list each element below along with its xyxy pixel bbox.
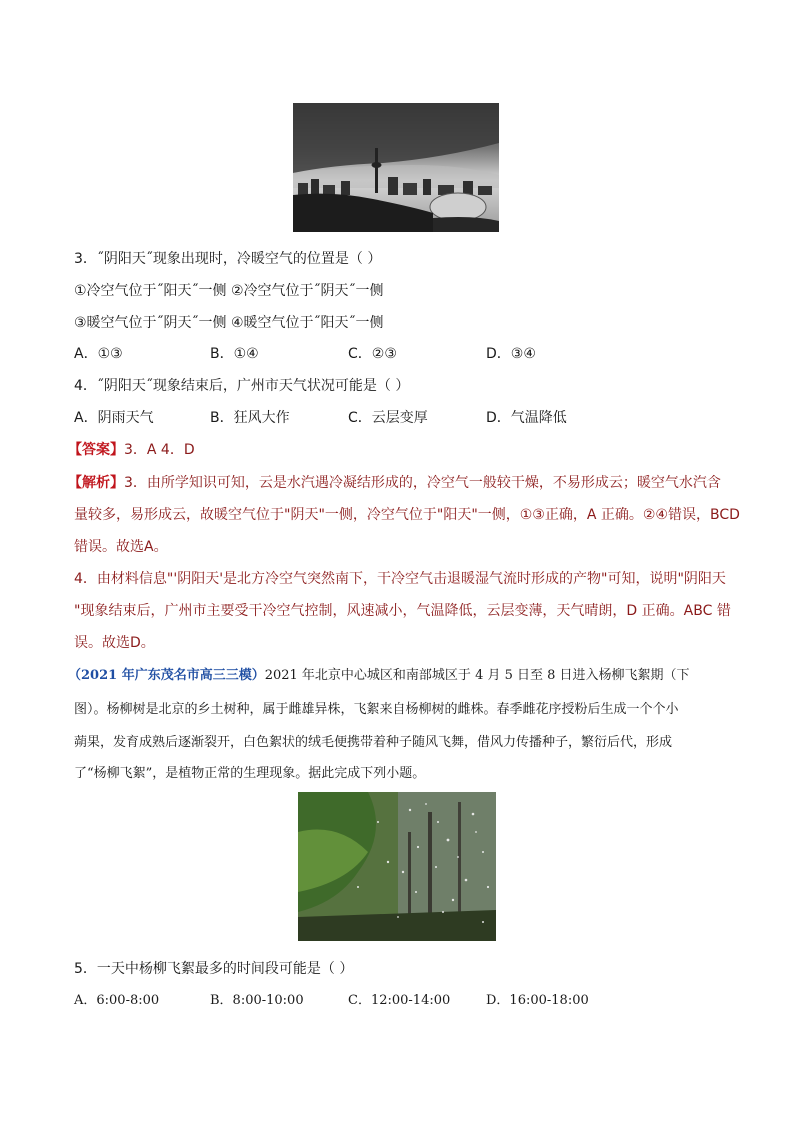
analysis-line-6: 误。故选D。: [74, 635, 155, 651]
material-text-1: 2021 年北京中心城区和南部城区于 4 月 5 日至 8 日进入杨柳飞絮期（下: [264, 668, 690, 683]
analysis-line-1: [68, 473, 721, 493]
question-5-option-d: D．16:00-18:00: [486, 993, 589, 1008]
catkins-illustration: [298, 792, 496, 941]
analysis-line-2: 量较多，易形成云，故暖空气位于"阴天"一侧，冷空气位于"阳天"一侧，①③正确，A 正确。②④错误，BCD: [74, 507, 740, 523]
material-line-1: [68, 666, 690, 686]
analysis-tag: 【解析】: [68, 475, 124, 491]
cloud-city-illustration: [293, 103, 499, 232]
question-3-option-c: C．②③: [348, 346, 397, 362]
material-line-4: 了“杨柳飞絮”，是植物正常的生理现象。据此完成下列小题。: [74, 766, 426, 781]
catkins-photo: [298, 792, 496, 941]
question-3-stem: 3．˝阴阳天˝现象出现时，冷暖空气的位置是（ ）: [74, 251, 382, 267]
material-line-2: 图）。杨柳树是北京的乡土树种，属于雌雄异株，飞絮来自杨柳树的雌株。春季雌花序授粉后生成一个个小: [74, 702, 679, 717]
question-5-option-b: B．8:00-10:00: [210, 993, 304, 1008]
question-4-option-c: C．云层变厚: [348, 410, 428, 426]
question-4-option-d: D．气温降低: [486, 410, 567, 426]
question-3-option-a: A．①③: [74, 346, 123, 362]
question-5-option-c: C．12:00-14:00: [348, 993, 451, 1008]
answer-text: 3．A 4．D: [124, 442, 195, 458]
answer-tag: 【答案】: [68, 442, 124, 458]
analysis-line-3: 错误。故选A。: [74, 539, 168, 555]
question-3-option-d: D．③④: [486, 346, 536, 362]
question-3-option-b: B．①④: [210, 346, 259, 362]
material-source: （2021 年广东茂名市高三三模）: [68, 668, 265, 683]
material-line-3: 蒴果，发育成熟后逐渐裂开，白色絮状的绒毛便携带着种子随风飞舞，借风力传播种子，繁衍后代，形成: [74, 735, 673, 750]
question-4-option-a: A．阴雨天气: [74, 410, 154, 426]
analysis-line-5: "现象结束后，广州市主要受干冷空气控制，风速减小，气温降低，云层变薄，天气晴朗，D 正确。ABC 错: [74, 603, 731, 619]
cloud-city-photo: [293, 103, 499, 232]
question-4-option-b: B．狂风大作: [210, 410, 290, 426]
question-3-statement-line-1: ①冷空气位于˝阳天˝一侧 ②冷空气位于˝阴天˝一侧: [74, 283, 384, 299]
analysis-line-4: 4．由材料信息"'阴阳天'是北方冷空气突然南下，干冷空气击退暖湿气流时形成的产物"可知，说明"阴阳天: [74, 571, 726, 587]
question-4-stem: 4．˝阴阳天˝现象结束后，广州市天气状况可能是（ ）: [74, 378, 410, 394]
answer-line: [68, 440, 195, 460]
question-5-option-a: A．6:00-8:00: [74, 993, 160, 1008]
analysis-text-1: 3．由所学知识可知，云是水汽遇冷凝结形成的，冷空气一般较干燥，不易形成云；暖空气水汽含: [124, 475, 721, 491]
question-5-stem: 5．一天中杨柳飞絮最多的时间段可能是（ ）: [74, 961, 354, 977]
question-3-statement-line-2: ③暖空气位于˝阴天˝一侧 ④暖空气位于˝阳天˝一侧: [74, 315, 384, 331]
